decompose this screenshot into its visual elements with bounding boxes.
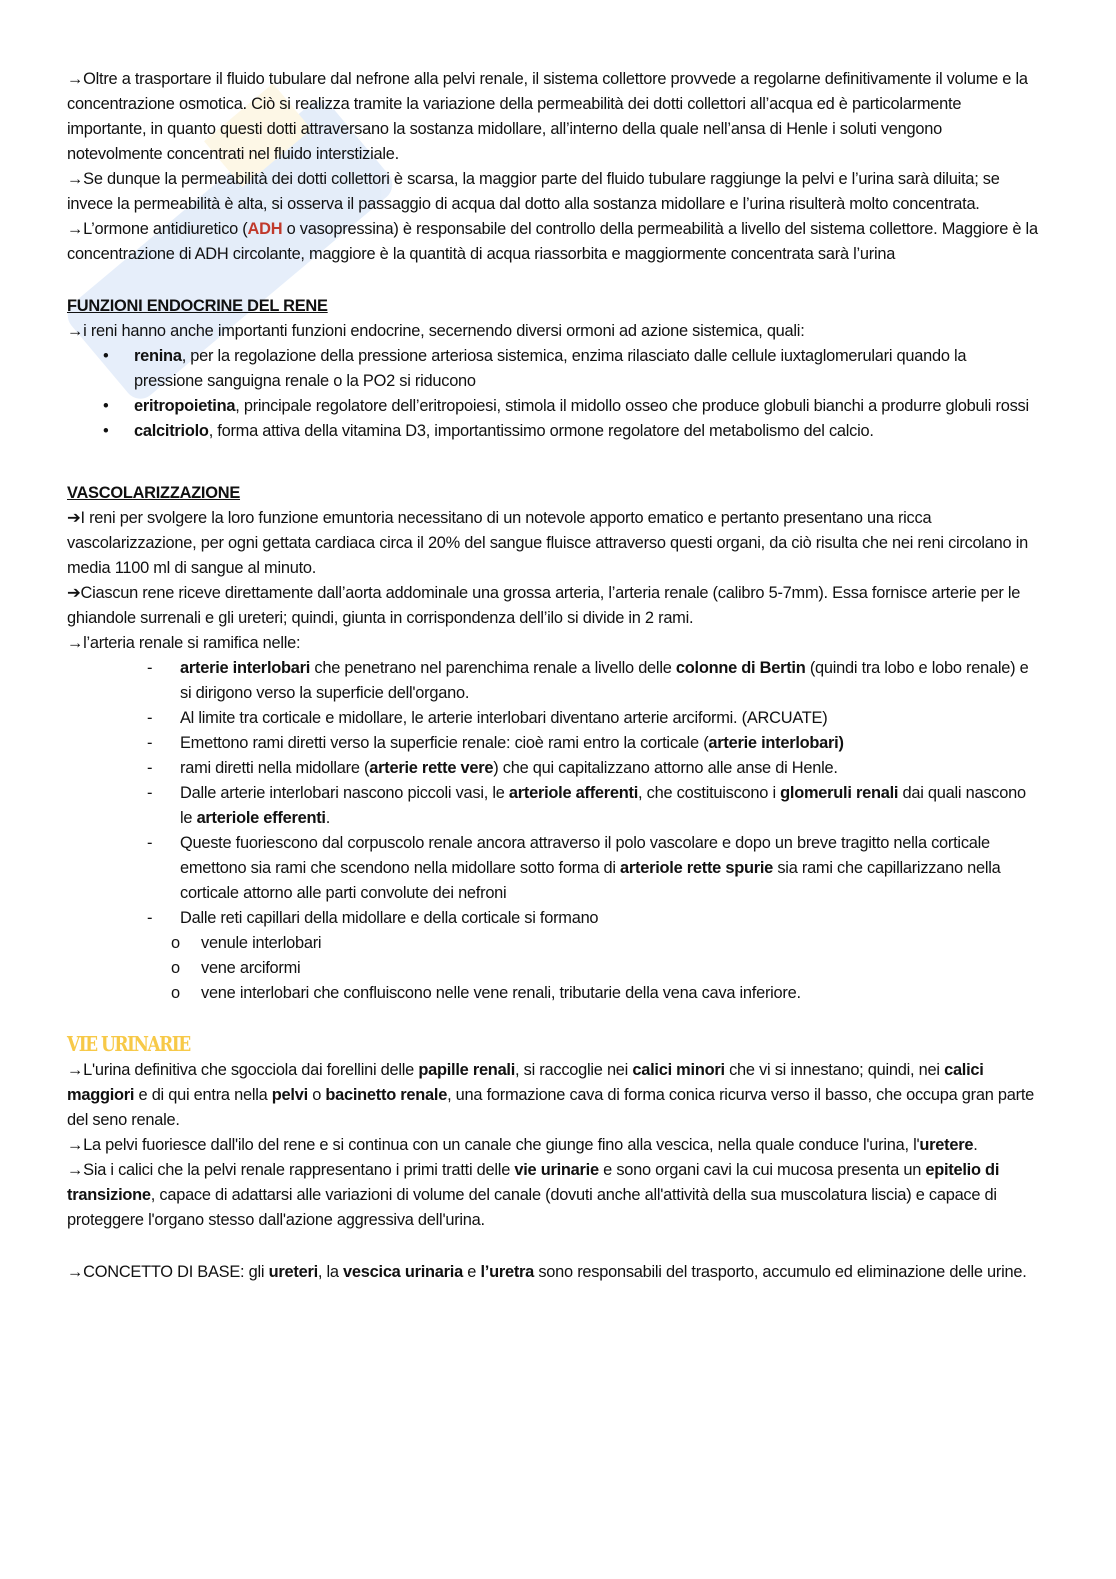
spacer <box>67 1006 1039 1033</box>
list-item <box>67 731 1039 756</box>
paragraph <box>67 1260 1039 1285</box>
emphasis-text: colonne di Bertin <box>675 659 806 677</box>
dash-icon: - <box>147 734 153 752</box>
emphasis-text: ADH <box>247 220 283 238</box>
emphasis-text: papille renali <box>418 1061 516 1079</box>
text-segment: e <box>462 1263 481 1281</box>
emphasis-text: pelvi <box>271 1086 308 1104</box>
text-segment: che vi si innestano; quindi, nei <box>724 1061 945 1079</box>
emphasis-text: arteriole afferenti <box>508 784 639 802</box>
list-item <box>67 956 1039 981</box>
text-segment: , per la regolazione della pressione arteriosa sistemica, enzima rilasciato dalle cellule iuxtaglomerulari quando la pressione sanguigna renale o la PO2 si riducono <box>134 347 967 390</box>
text-segment: venule interlobari <box>201 934 322 952</box>
text-segment: sono responsabili del trasporto, accumulo ed eliminazione delle urine. <box>534 1263 1027 1281</box>
text-segment: Dalle reti capillari della midollare e della corticale si formano <box>180 909 599 927</box>
text-segment: →L’ormone antidiuretico ( <box>67 220 248 238</box>
list-item <box>67 831 1039 906</box>
paragraph <box>67 506 1039 581</box>
emphasis-text: glomeruli renali <box>780 784 899 802</box>
bullet-icon: • <box>103 397 109 415</box>
emphasis-text: calcitriolo <box>134 422 209 440</box>
list-item <box>67 419 1039 444</box>
section-heading-text: VASCOLARIZZAZIONE <box>67 484 241 502</box>
text-segment: Queste fuoriescono dal corpuscolo renale ancora attraverso il polo vascolare e dopo un breve tragitto nella corticale emettono sia rami che scendono nella midollare sotto forma di <box>180 834 990 877</box>
text-segment: →Sia i calici che la pelvi renale rappresentano i primi tratti delle <box>67 1161 515 1179</box>
emphasis-text: arterie interlobari <box>180 659 311 677</box>
list-item <box>67 656 1039 706</box>
text-segment: (quindi tra lobo e lobo renale) e si dirigono verso la superficie dell'organo. <box>180 659 1029 702</box>
list-item <box>67 931 1039 956</box>
list-item <box>67 781 1039 831</box>
spacer <box>67 1233 1039 1260</box>
paragraph <box>67 1058 1039 1133</box>
text-segment: dai quali nascono le <box>180 784 1026 827</box>
text-segment: ) che qui capitalizzano attorno alle anse di Henle. <box>493 759 838 777</box>
dash-icon: - <box>147 709 153 727</box>
emphasis-text: bacinetto renale <box>325 1086 448 1104</box>
emphasis-text: calici minori <box>632 1061 725 1079</box>
list-item <box>67 344 1039 394</box>
circle-bullet-icon: o <box>171 959 180 977</box>
section-heading <box>67 1033 1039 1058</box>
paragraph <box>67 1133 1039 1158</box>
section-heading-text: VIE URINARIE <box>67 1032 190 1057</box>
dash-icon: - <box>147 784 153 802</box>
list-item <box>67 906 1039 931</box>
bullet-icon: • <box>103 422 109 440</box>
emphasis-text: vie urinarie <box>514 1161 599 1179</box>
text-segment: vene arciformi <box>201 959 301 977</box>
emphasis-text: renina <box>134 347 182 365</box>
list-item <box>67 706 1039 731</box>
text-segment: →Oltre a trasportare il fluido tubulare dal nefrone alla pelvi renale, il sistema collettore provvede a regolarne definitivamente il volume e la concentrazione osmotica. Ciò si realizza tramite la variazione della permeabilità dei dotti collettori all’acqua ed è particolarmente importante, in quanto questi dotti attraversano la sostanza midollare, all’interno della quale nell’ansa di Henle i soluti vengono notevolmente concentrati nel fluido interstiziale. <box>67 70 1028 163</box>
text-segment: sia rami che capillarizzano nella corticale attorno alle parti convolute dei nefroni <box>180 859 1001 902</box>
emphasis-text: vescica urinaria <box>343 1263 463 1281</box>
text-segment: →La pelvi fuoriesce dall'ilo del rene e si continua con un canale che giunge fino alla vescica, nella quale conduce l'urina, l' <box>67 1136 920 1154</box>
list-item <box>67 394 1039 419</box>
paragraph <box>67 1158 1039 1233</box>
paragraph <box>67 217 1039 267</box>
text-segment: e di qui entra nella <box>134 1086 272 1104</box>
text-segment: Dalle arterie interlobari nascono piccoli vasi, le <box>180 784 509 802</box>
paragraph <box>67 631 1039 656</box>
section-heading <box>67 481 1039 506</box>
text-segment: che penetrano nel parenchima renale a livello delle <box>310 659 676 677</box>
emphasis-text: arteriole rette spurie <box>620 859 774 877</box>
dash-icon: - <box>147 759 153 777</box>
circle-bullet-icon: o <box>171 984 180 1002</box>
dash-icon: - <box>147 909 153 927</box>
emphasis-text: epitelio di transizione <box>67 1161 1000 1204</box>
paragraph <box>67 319 1039 344</box>
emphasis-text: arterie rette vere <box>369 759 494 777</box>
text-segment: . <box>325 809 331 827</box>
dash-icon: - <box>147 659 153 677</box>
text-segment: vene interlobari che confluiscono nelle vene renali, tributarie della vena cava inferiore. <box>201 984 801 1002</box>
section-heading <box>67 294 1039 319</box>
text-segment: , forma attiva della vitamina D3, importantissimo ormone regolatore del metabolismo del calcio. <box>208 422 874 440</box>
text-segment: Al limite tra corticale e midollare, le arterie interlobari diventano arterie arciformi. (ARCUATE) <box>180 709 828 727</box>
paragraph <box>67 67 1039 167</box>
emphasis-text: uretere <box>919 1136 974 1154</box>
text-segment: rami diretti nella midollare ( <box>180 759 370 777</box>
text-segment: , la <box>317 1263 344 1281</box>
emphasis-text: l’uretra <box>480 1263 535 1281</box>
circle-bullet-icon: o <box>171 934 180 952</box>
text-segment: e sono organi cavi la cui mucosa presenta un <box>598 1161 926 1179</box>
text-segment: , che costituiscono i <box>638 784 781 802</box>
text-segment: →CONCETTO DI BASE: gli <box>67 1263 269 1281</box>
emphasis-text: arterie interlobari) <box>708 734 844 752</box>
bullet-icon: • <box>103 347 109 365</box>
list-item <box>67 756 1039 781</box>
spacer <box>67 267 1039 294</box>
text-segment: o vasopressina) è responsabile del controllo della permeabilità a livello del sistema collettore. Maggiore è la concentrazione di ADH circolante, maggiore è la quantità di acqua riassorbita e maggiormente concentrata sarà l’urina <box>67 220 1038 263</box>
emphasis-text: eritropoietina <box>134 397 236 415</box>
section-heading-text: FUNZIONI ENDOCRINE DEL RENE <box>67 297 328 315</box>
text-segment: , una formazione cava di forma conica ricurva verso il basso, che occupa gran parte del seno renale. <box>67 1086 1034 1129</box>
emphasis-text: arteriole efferenti <box>196 809 326 827</box>
text-segment: →Se dunque la permeabilità dei dotti collettori è scarsa, la maggior parte del fluido tubulare raggiunge la pelvi e l’urina sarà diluita; se invece la permeabilità è alta, si osserva il passaggio di acqua dal dotto alla sostanza midollare e l’urina risulterà molto concentrata. <box>67 170 1000 213</box>
text-segment: Emettono rami diretti verso la superficie renale: cioè rami entro la corticale ( <box>180 734 709 752</box>
dash-icon: - <box>147 834 153 852</box>
text-segment: , principale regolatore dell’eritropoiesi, stimola il midollo osseo che produce globuli bianchi a produrre globuli rossi <box>235 397 1029 415</box>
text-segment: o <box>307 1086 326 1104</box>
text-segment: →l’arteria renale si ramifica nelle: <box>67 634 301 652</box>
paragraph <box>67 167 1039 217</box>
emphasis-text: ureteri <box>268 1263 318 1281</box>
text-segment: ➔I reni per svolgere la loro funzione emuntoria necessitano di un notevole apporto ematico e pertanto presentano una ricca vascolarizzazione, per ogni gettata cardiaca circa il 20% del sangue fluisce attraverso questi organi, da ciò risulta che nei reni circolano in media 1100 ml di sangue al minuto. <box>67 509 1028 577</box>
text-segment: ➔Ciascun rene riceve direttamente dall’aorta addominale una grossa arteria, l’arteria renale (calibro 5-7mm). Essa fornisce arterie per le ghiandole surrenali e gli ureteri; quindi, giunta in corrispondenza dell’ilo si divide in 2 rami. <box>67 584 1021 627</box>
text-segment: →L'urina definitiva che sgocciola dai forellini delle <box>67 1061 419 1079</box>
list-item <box>67 981 1039 1006</box>
text-segment: , capace di adattarsi alle variazioni di volume del canale (dovuti anche all'attività della sua muscolatura liscia) e capace di proteggere l'organo stesso dall'azione aggressiva dell'urina. <box>67 1186 997 1229</box>
emphasis-text: calici maggiori <box>67 1061 984 1104</box>
document-body <box>67 67 1039 1285</box>
text-segment: . <box>973 1136 978 1154</box>
text-segment: , si raccoglie nei <box>515 1061 633 1079</box>
paragraph <box>67 581 1039 631</box>
spacer <box>67 444 1039 481</box>
text-segment: →i reni hanno anche importanti funzioni endocrine, secernendo diversi ormoni ad azione sistemica, quali: <box>67 322 805 340</box>
